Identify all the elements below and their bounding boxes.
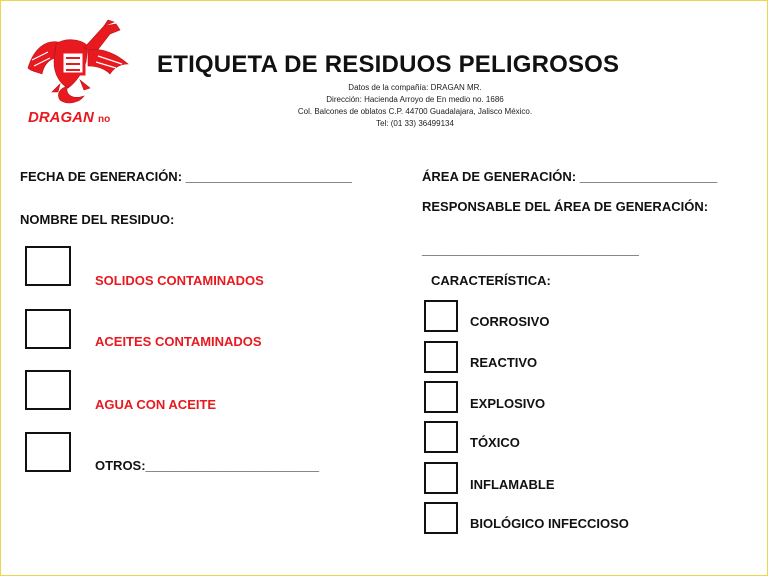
- checkbox-biologico[interactable]: [424, 502, 458, 534]
- responsable-field[interactable]: ______________________________: [422, 242, 639, 257]
- caracteristica-label-explosivo: EXPLOSIVO: [470, 396, 546, 411]
- caracteristica-label-corrosivo: CORROSIVO: [470, 314, 550, 329]
- phone-line: Tel: (01 33) 36499134: [376, 119, 454, 128]
- company-info: [260, 82, 570, 130]
- logo-text: DRAGAN: [28, 109, 94, 126]
- caracteristica-label-reactivo: REACTIVO: [470, 355, 538, 370]
- checkbox-toxico[interactable]: [424, 421, 458, 453]
- caracteristica-label-inflamable: INFLAMABLE: [470, 477, 555, 492]
- checkbox-otros[interactable]: [25, 432, 71, 472]
- checkbox-aceites[interactable]: [25, 309, 71, 349]
- company-line: Datos de la compañía: DRAGAN MR.: [348, 83, 482, 92]
- residuo-label-solidos: SOLIDOS CONTAMINADOS: [95, 273, 264, 288]
- residuo-label-agua: AGUA CON ACEITE: [95, 397, 217, 412]
- checkbox-inflamable[interactable]: [424, 462, 458, 494]
- colony-line: Col. Balcones de oblatos C.P. 44700 Guadalajara, Jalisco México.: [297, 107, 533, 116]
- svg-text:no: no: [98, 114, 111, 125]
- page-title: ETIQUETA DE RESIDUOS PELIGROSOS: [157, 51, 620, 78]
- address-line: Dirección: Hacienda Arroyo de En medio no. 1686: [326, 95, 504, 104]
- caracteristica-label-biologico: BIOLÓGICO INFECCIOSO: [470, 516, 629, 531]
- caracteristica-title: CARACTERÍSTICA:: [431, 273, 551, 288]
- checkbox-corrosivo[interactable]: [424, 300, 458, 332]
- checkbox-reactivo[interactable]: [424, 341, 458, 373]
- residuo-label-aceites: ACEITES CONTAMINADOS: [95, 334, 262, 349]
- checkbox-explosivo[interactable]: [424, 381, 458, 413]
- dragon-icon: [24, 18, 148, 126]
- nombre-label: NOMBRE DEL RESIDUO:: [20, 212, 175, 227]
- caracteristica-label-toxico: TÓXICO: [470, 435, 520, 450]
- checkbox-agua[interactable]: [25, 370, 71, 410]
- residuo-label-otros[interactable]: OTROS:________________________: [95, 458, 320, 473]
- responsable-label: RESPONSABLE DEL ÁREA DE GENERACIÓN:: [422, 199, 709, 214]
- area-field[interactable]: ÁREA DE GENERACIÓN: ___________________: [422, 169, 718, 184]
- fecha-field[interactable]: FECHA DE GENERACIÓN: _______________________: [20, 169, 352, 184]
- checkbox-solidos[interactable]: [25, 246, 71, 286]
- dragan-logo: [24, 18, 148, 126]
